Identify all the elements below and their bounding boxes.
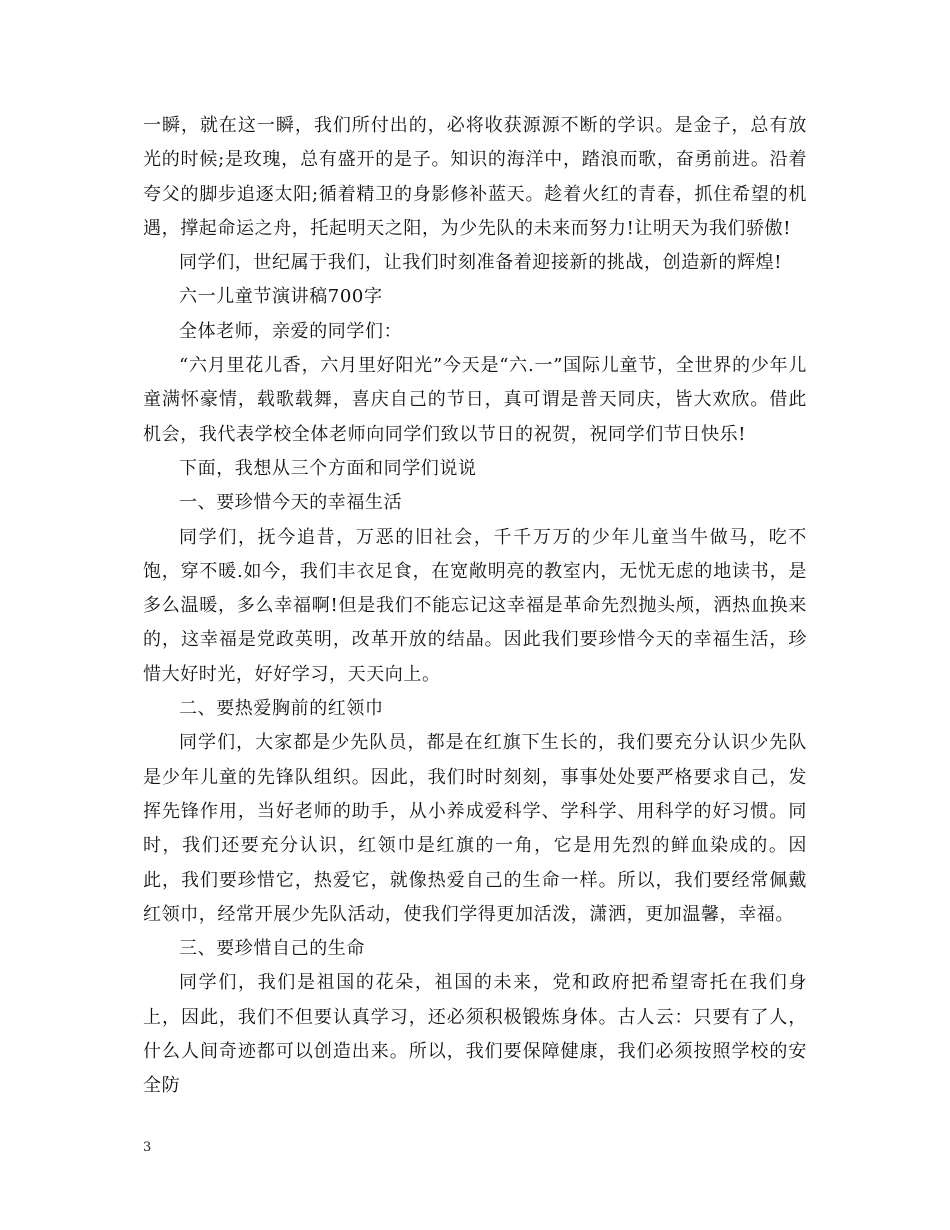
- paragraph-1: 一瞬，就在这一瞬，我们所付出的，必将收获源源不断的学识。是金子，总有放光的时候;是玫瑰，总有盛开的是子。知识的海洋中，踏浪而歌，奋勇前进。沿着夸父的脚步追逐太阳;循着精卫的身影修补蓝天。趁着火红的青春，抓住希望的机遇，撑起命运之舟，托起明天之阳，为少先队的未来而努力!让明天为我们骄傲!: [143, 115, 807, 239]
- speech-title: 六一儿童节演讲稿700字: [179, 286, 383, 308]
- paragraph-12: 同学们，我们是祖国的花朵，祖国的未来，党和政府把希望寄托在我们身上，因此，我们不但要认真学习，还必须积极锻炼身体。古人云：只要有了人，什么人间奇迹都可以创造出来。所以，我们要保障健康，我们必须按照学校的安全防: [143, 972, 807, 1097]
- document-body: [143, 109, 807, 1104]
- paragraph-10: 同学们，大家都是少先队员，都是在红旗下生长的，我们要充分认识少先队是少年儿童的先锋队组织。因此，我们时时刻刻，事事处处要严格要求自己，发挥先锋作用，当好老师的助手，从小养成爱科学、学科学、用科学的好习惯。同时，我们还要充分认识，红领巾是红旗的一角，它是用先烈的鲜血染成的。因此，我们要珍惜它，热爱它，就像热爱自己的生命一样。所以，我们要经常佩戴红领巾，经常开展少先队活动，使我们学得更加活泼，潇洒，更加温馨，幸福。: [143, 732, 807, 925]
- paragraph-2: 同学们，世纪属于我们，让我们时刻准备着迎接新的挑战，创造新的辉煌!: [179, 252, 783, 274]
- paragraph-6: 下面，我想从三个方面和同学们说说: [179, 457, 477, 479]
- section-heading-2: 二、要热爱胸前的红领巾: [179, 698, 384, 720]
- paragraph-8: 同学们，抚今追昔，万恶的旧社会，千千万万的少年儿童当牛做马，吃不饱，穿不暖.如今，我们丰衣足食，在宽敞明亮的教室内，无忧无虑的地读书，是多么温暖，多么幸福啊!但是我们不能忘记这幸福是革命先烈抛头颅，洒热血换来的，这幸福是党政英明，改革开放的结晶。因此我们要珍惜今天的幸福生活，珍惜大好时光，好好学习，天天向上。: [143, 526, 807, 685]
- paragraph-5: “六月里花儿香，六月里好阳光”今天是“六.一”国际儿童节，全世界的少年儿童满怀豪情，载歌载舞，喜庆自己的节日，真可谓是普天同庆，皆大欢欣。借此机会，我代表学校全体老师向同学们致以节日的祝贺，祝同学们节日快乐!: [143, 355, 807, 445]
- section-heading-3: 三、要珍惜自己的生命: [179, 938, 365, 960]
- salutation: 全体老师，亲爱的同学们：: [179, 320, 403, 342]
- section-heading-1: 一、要珍惜今天的幸福生活: [179, 492, 403, 514]
- page-number: 3: [143, 1140, 152, 1155]
